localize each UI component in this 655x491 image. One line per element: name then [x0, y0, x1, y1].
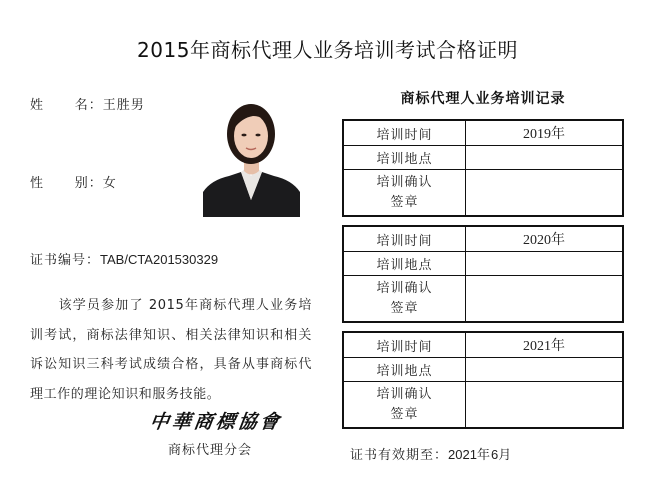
place-label: 培训地点: [343, 146, 466, 170]
place-value: [466, 252, 624, 276]
validity-line: [350, 444, 512, 463]
qualification-text: [30, 291, 312, 409]
confirm-value: [466, 170, 624, 217]
record-table-2020: [342, 225, 624, 323]
name-row: [30, 94, 145, 113]
name-label: 姓 名：: [30, 98, 103, 113]
portrait-image: [203, 96, 300, 217]
confirm-label-line2: 签章: [390, 194, 419, 210]
confirm-label-line1: 培训确认: [376, 386, 433, 402]
validity-month-unit: 月: [498, 448, 513, 463]
time-label: 培训时间: [343, 120, 466, 146]
certificate-title: 2015年商标代理人业务培训考试合格证明: [137, 38, 518, 62]
branch-name: 商标代理分会: [168, 443, 253, 458]
holder-name: 王胜男: [102, 98, 145, 113]
place-label: 培训地点: [343, 358, 466, 382]
cert-no-label: 证书编号：: [30, 253, 101, 268]
time-label: 培训时间: [343, 226, 466, 252]
confirm-label: [343, 276, 466, 323]
place-value: [466, 358, 624, 382]
gender-label: 性 别：: [30, 176, 103, 191]
records-title: 商标代理人业务培训记录: [400, 91, 566, 107]
confirm-value: [466, 276, 624, 323]
record-table-2019: [342, 119, 624, 217]
cert-no-value: TAB/CTA201530329: [100, 252, 219, 267]
confirm-label-line2: 签章: [390, 300, 419, 316]
qualification-body: 该学员参加了 2015年商标代理人业务培训考试，商标法律知识、相关法律知识和相关诉讼知识三科考试成绩合格，具备从事商标代理工作的理论知识和服务技能。: [30, 298, 312, 402]
holder-photo: [203, 96, 300, 217]
confirm-value: [466, 382, 624, 429]
year-value: 2021年: [466, 332, 624, 358]
holder-gender: 女: [102, 176, 117, 191]
confirm-label: [343, 382, 466, 429]
confirm-label-line1: 培训确认: [376, 280, 433, 296]
validity-year: 2021: [448, 447, 477, 462]
confirm-label-line1: 培训确认: [376, 174, 433, 190]
time-label: 培训时间: [343, 332, 466, 358]
gender-row: [30, 172, 117, 191]
place-value: [466, 146, 624, 170]
confirm-label-line2: 签章: [390, 406, 419, 422]
record-table-2021: [342, 331, 624, 429]
validity-label: 证书有效期至：: [350, 448, 449, 463]
year-value: 2020年: [466, 226, 624, 252]
cert-no-row: [30, 249, 218, 268]
association-calligraphy: 中華商標協會: [148, 411, 284, 433]
validity-year-unit: 年: [476, 448, 491, 463]
validity-month: 6: [490, 447, 499, 462]
year-value: 2019年: [466, 120, 624, 146]
confirm-label: [343, 170, 466, 217]
place-label: 培训地点: [343, 252, 466, 276]
